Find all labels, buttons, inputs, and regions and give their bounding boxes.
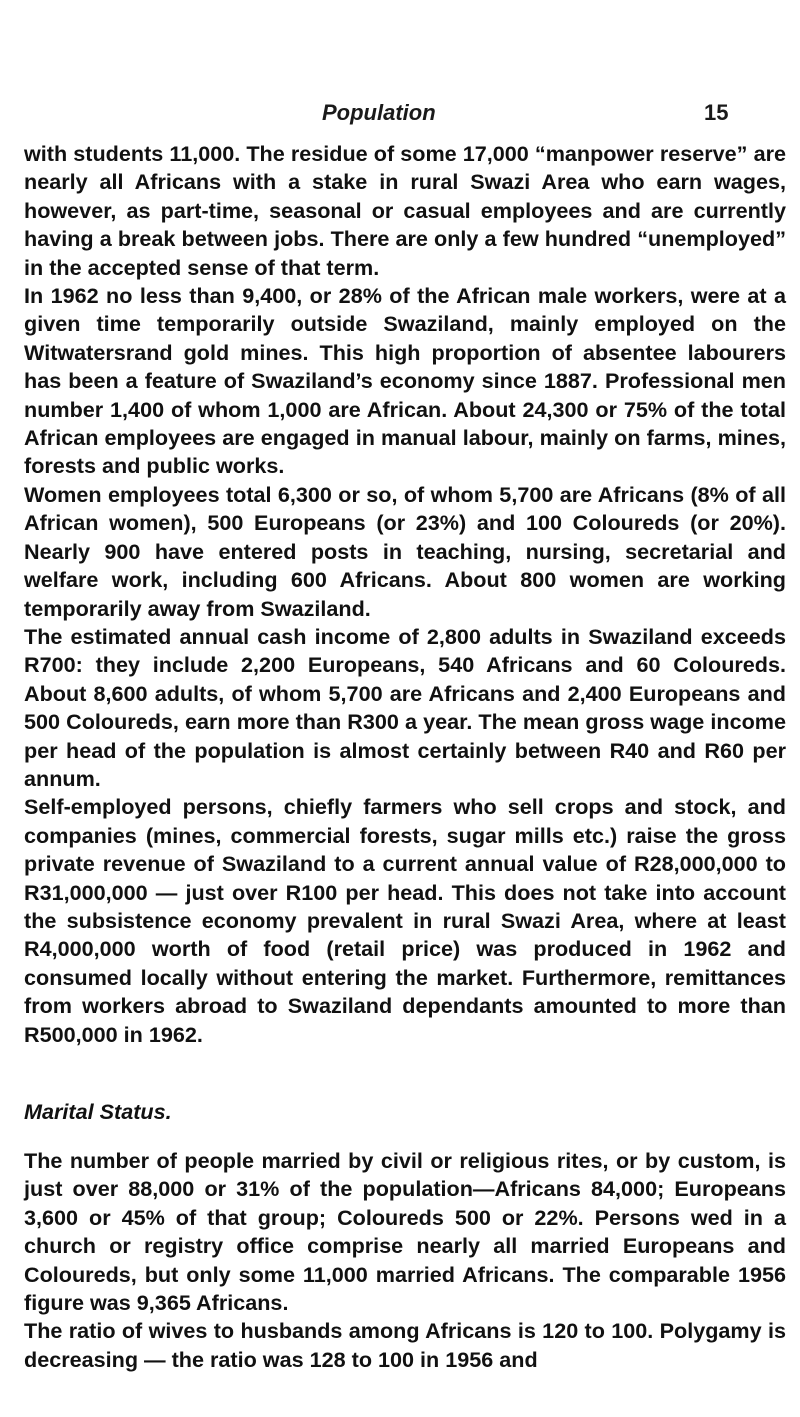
paragraph: The ratio of wives to husbands among Africans is 120 to 100. Polygamy is decreasing — the ratio was 128 to 100 in 1956 and (24, 1318, 786, 1372)
paragraph: The number of people married by civil or religious rites, or by custom, is just over 88,000 or 31% of the population—Africans 84,000; Europeans 3,600 or 45% of that group; Coloureds 500 or 22%. Persons wed in a church or registry office comprise nearly all married Europeans and Coloureds, but only some 11,000 married Africans. The comparable 1956 figure was 9,365 Africans. (24, 1148, 786, 1316)
paragraph: The estimated annual cash income of 2,800 adults in Swaziland exceeds R700: they include 2,200 Europeans, 540 Africans and 60 Coloureds. About 8,600 adults, of whom 5,700 are Africans and 2,400 Europeans and 500 Coloureds, earn more than R300 a year. The mean gross wage income per head of the population is almost certainly between R40 and R60 per annum. (24, 623, 786, 791)
paragraph: Women employees total 6,300 or so, of whom 5,700 are Africans (8% of all African women), 500 Europeans (or 23%) and 100 Coloureds (or 20%). Nearly 900 have entered posts in teaching, nursing, secretarial and welfare work, including 600 Africans. About 800 women are working temporarily away from Swaziland. (24, 481, 786, 621)
running-header (0, 100, 800, 134)
paragraph: In 1962 no less than 9,400, or 28% of the African male workers, were at a given time temporarily outside Swaziland, mainly employed on the Witwatersrand gold mines. This high proportion of absentee labourers has been a feature of Swaziland’s economy since 1887. Professional men number 1,400 of whom 1,000 are African. About 24,300 or 75% of the total African employees are engaged in manual labour, mainly on farms, mines, forests and public works. (24, 283, 786, 479)
page-number: 15 (704, 100, 729, 125)
running-title: Population (322, 100, 436, 125)
paragraph: with students 11,000. The residue of some 17,000 “manpower reserve” are nearly all Africans with a stake in rural Swazi Area who earn wages, however, as part-time, seasonal or casual employees and are currently having a break between jobs. There are only a few hundred “unemployed” in the accepted sense of that term. (24, 141, 786, 280)
paragraph: Self-employed persons, chiefly farmers who sell crops and stock, and companies (mines, commercial forests, sugar mills etc.) raise the gross private revenue of Swaziland to a current annual value of R28,000,000 to R31,000,000 — just over R100 per head. This does not take into account the subsistence economy prevalent in rural Swazi Area, where at least R4,000,000 worth of food (retail price) was produced in 1962 and consumed locally without entering the market. Furthermore, remittances from workers abroad to Swaziland dependants amounted to more than R500,000 in 1962. (24, 794, 786, 1047)
page-body (24, 140, 786, 1374)
section-heading: Marital Status. (24, 1099, 172, 1124)
